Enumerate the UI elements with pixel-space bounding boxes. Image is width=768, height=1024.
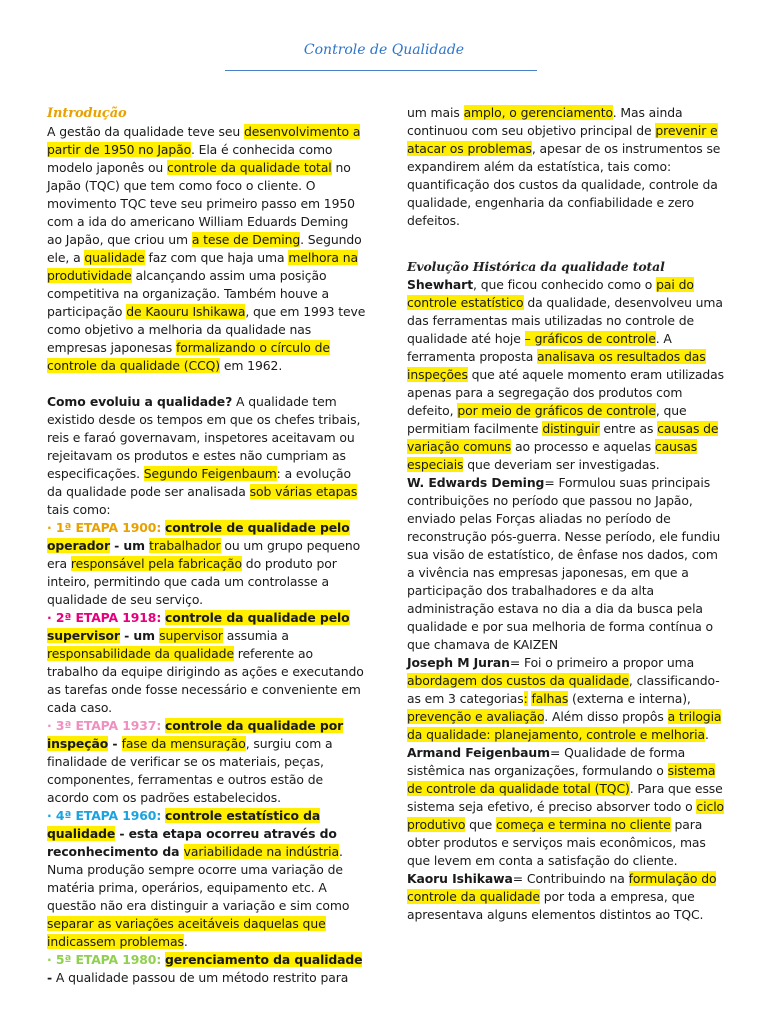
stage-title: controle de qualidade pelo operador <box>47 520 350 553</box>
stage-label: · 4ª ETAPA 1960: <box>47 808 162 823</box>
history-heading: Evolução Histórica da qualidade total <box>407 259 665 274</box>
highlight: : <box>523 691 528 706</box>
person-name: Kaoru Ishikawa <box>407 871 513 886</box>
juran-paragraph: Joseph M Juran= Foi o primeiro a propor uma abordagem dos custos da qualidade, classificando-as em 3 categorias: falhas (externa e interna), prevenção e avaliação. Além disso propôs a trilogia da qualidade: planejamento, controle e melhoria. <box>407 655 722 742</box>
highlight: amplo, o gerenciamento <box>463 105 613 120</box>
highlight: qualidade <box>84 250 145 265</box>
highlight: causas de variação comuns <box>407 421 719 454</box>
highlight: causas especiais <box>407 439 698 472</box>
highlight: abordagem dos custos da qualidade <box>407 673 629 688</box>
stage-label: · 1ª ETAPA 1900: <box>47 520 162 535</box>
stage-title: controle da qualidade por inspeção <box>47 718 344 751</box>
highlight: prevenir e atacar os problemas <box>407 123 718 156</box>
stage-label: · 3ª ETAPA 1937: <box>47 718 162 733</box>
stage-label: · 5ª ETAPA 1980: <box>47 952 162 967</box>
highlight: fase da mensuração <box>121 736 246 751</box>
person-name: Joseph M Juran <box>407 655 510 670</box>
highlight: a trilogia da qualidade: planejamento, controle e melhoria <box>407 709 722 742</box>
stage-5-start: · 5ª ETAPA 1980: gerenciamento da qualidade - A qualidade passou de um método restrito para <box>47 952 363 985</box>
title-underline <box>225 70 537 71</box>
left-column <box>47 104 367 987</box>
highlight: a tese de Deming <box>191 232 301 247</box>
highlight: por meio de gráficos de controle <box>457 403 656 418</box>
stage-title: controle da qualidade pelo supervisor <box>47 610 350 643</box>
person-name: W. Edwards Deming <box>407 475 545 490</box>
stage-2: · 2ª ETAPA 1918: controle da qualidade pelo supervisor - um supervisor assumia a responsabilidade da qualidade referente ao trabalho da equipe dirigindo as ações e executando as tarefas onde fosse necessário e conveniente em cada caso. <box>47 610 364 715</box>
highlight: começa e termina no cliente <box>496 817 671 832</box>
highlight: trabalhador <box>149 538 221 553</box>
stage-title: controle estatístico da qualidade <box>47 808 321 841</box>
highlight: formalizando o círculo de controle da qualidade (CCQ) <box>47 340 330 373</box>
history-section: Evolução Histórica da qualidade total Shewhart, que ficou conhecido como o pai do controle estatístico da qualidade, desenvolveu uma das ferramentas mais utilizadas no controle de qualidade até hoje – gráficos de controle. A ferramenta proposta analisava os resultados das inspeções que até aquele momento eram utilizadas apenas para a segregação dos produtos com defeito, por meio de gráficos de controle, que permitiam facilmente distinguir entre as causas de variação comuns ao processo e aquelas causas especiais que deveriam ser investigadas. <box>407 259 725 472</box>
highlight: separar as variações aceitáveis daquelas que indicassem problemas <box>47 916 326 949</box>
highlight: controle da qualidade total <box>167 160 332 175</box>
highlight: analisava os resultados das inspeções <box>407 349 706 382</box>
highlight: sistema de controle da qualidade total (TQC) <box>407 763 716 796</box>
highlight: falhas <box>531 691 569 706</box>
highlight: desenvolvimento a partir de 1950 no Japão <box>47 124 361 157</box>
stage-4: · 4ª ETAPA 1960: controle estatístico da qualidade - esta etapa ocorreu através do reconhecimento da variabilidade na indústria. Numa produção sempre ocorre uma variação de matéria prima, operários, equipamento etc. A questão não era distinguir a variação e sim como separar as variações aceitáveis daquelas que indicassem problemas. <box>47 808 350 949</box>
stage-5-continued: um mais amplo, o gerenciamento. Mas ainda continuou com seu objetivo principal de prevenir e atacar os problemas, apesar de os instrumentos se expandirem além da estatística, tais como: quantificação dos custos da qualidade, controle da qualidade, engenharia da confiabilidade e zero defeitos. <box>407 105 721 228</box>
person-name: Shewhart <box>407 277 474 292</box>
evolution-question: Como evoluiu a qualidade? <box>47 394 233 409</box>
stage-1: · 1ª ETAPA 1900: controle de qualidade pelo operador - um trabalhador ou um grupo pequeno era responsável pela fabricação do produto por inteiro, permitindo que cada um controlasse a qualidade de seu serviço. <box>47 520 361 607</box>
stage-label: · 2ª ETAPA 1918: <box>47 610 162 625</box>
highlight: formulação do controle da qualidade <box>407 871 717 904</box>
highlight: – gráficos de controle <box>524 331 656 346</box>
intro-heading: Introdução <box>47 106 127 121</box>
right-column <box>407 104 729 924</box>
stage-3: · 3ª ETAPA 1937: controle da qualidade por inspeção - fase da mensuração, surgiu com a finalidade de verificar se os materiais, peças, componentes, ferramentas e outros estão de acordo com os padrões estabelecidos. <box>47 718 344 805</box>
intro-section: Introdução A gestão da qualidade teve seu desenvolvimento a partir de 1950 no Japão. Ela é conhecida como modelo japonês ou controle da qualidade total no Japão (TQC) que tem como foco o cliente. O movimento TQC teve seu primeiro passo em 1950 com a ida do americano William Eduards Deming ao Japão, que criou um a tese de Deming. Segundo ele, a qualidade faz com que haja uma melhora na produtividade alcançando assim uma posição competitiva na organização. Também houve a participação de Kaouru Ishikawa, que em 1993 teve como objetivo a melhoria da qualidade nas empresas japonesas formalizando o círculo de controle da qualidade (CCQ) em 1962. <box>47 106 366 373</box>
page-title: Controle de Qualidade <box>303 42 465 58</box>
highlight: distinguir <box>542 421 600 436</box>
highlight: responsabilidade da qualidade <box>47 646 234 661</box>
highlight: pai do controle estatístico <box>407 277 694 310</box>
highlight: de Kaouru Ishikawa <box>126 304 246 319</box>
feigenbaum-paragraph: Armand Feigenbaum= Qualidade de forma sistêmica nas organizações, formulando o sistema de controle da qualidade total (TQC). Para que esse sistema seja efetivo, é preciso absorver todo o ciclo produtivo que começa e termina no cliente para obter produtos e serviços mais econômicos, mas que levem em conta a satisfação do cliente. <box>407 745 725 868</box>
highlight: supervisor <box>159 628 223 643</box>
deming-paragraph: W. Edwards Deming= Formulou suas principais contribuições no período que passou no Japão, enviado pelas Forças aliadas no período de reconstrução pós-guerra. Nesse período, ele fundiu sua visão de estatístico, de ênfase nos dados, com a vivência nas empresas japonesas, em que a participação dos trabalhadores e da alta administração estava no dia a dia da busca pela qualidade e por sua melhoria de forma contínua o que chamava de KAIZEN <box>407 475 721 652</box>
highlight: Segundo Feigenbaum <box>143 466 277 481</box>
evolution-section: Como evoluiu a qualidade? A qualidade tem existido desde os tempos em que os chefes tribais, reis e faraó governavam, inspetores aceitavam ou rejeitavam os produtos e estes não cumpriam as especificações. Segundo Feigenbaum: a evolução da qualidade pode ser analisada sob várias etapas tais como: <box>47 394 361 517</box>
highlight: sob várias etapas <box>249 484 358 499</box>
highlight: melhora na produtividade <box>47 250 359 283</box>
stage-title: gerenciamento da qualidade <box>165 952 363 967</box>
person-name: Armand Feigenbaum <box>407 745 550 760</box>
highlight: prevenção e avaliação <box>407 709 545 724</box>
highlight: variabilidade na indústria <box>183 844 340 859</box>
highlight: responsável pela fabricação <box>70 556 242 571</box>
ishikawa-paragraph: Kaoru Ishikawa= Contribuindo na formulação do controle da qualidade por toda a empresa, que apresentava alguns elementos distintos ao TQC. <box>407 871 717 922</box>
highlight: ciclo produtivo <box>407 799 725 832</box>
